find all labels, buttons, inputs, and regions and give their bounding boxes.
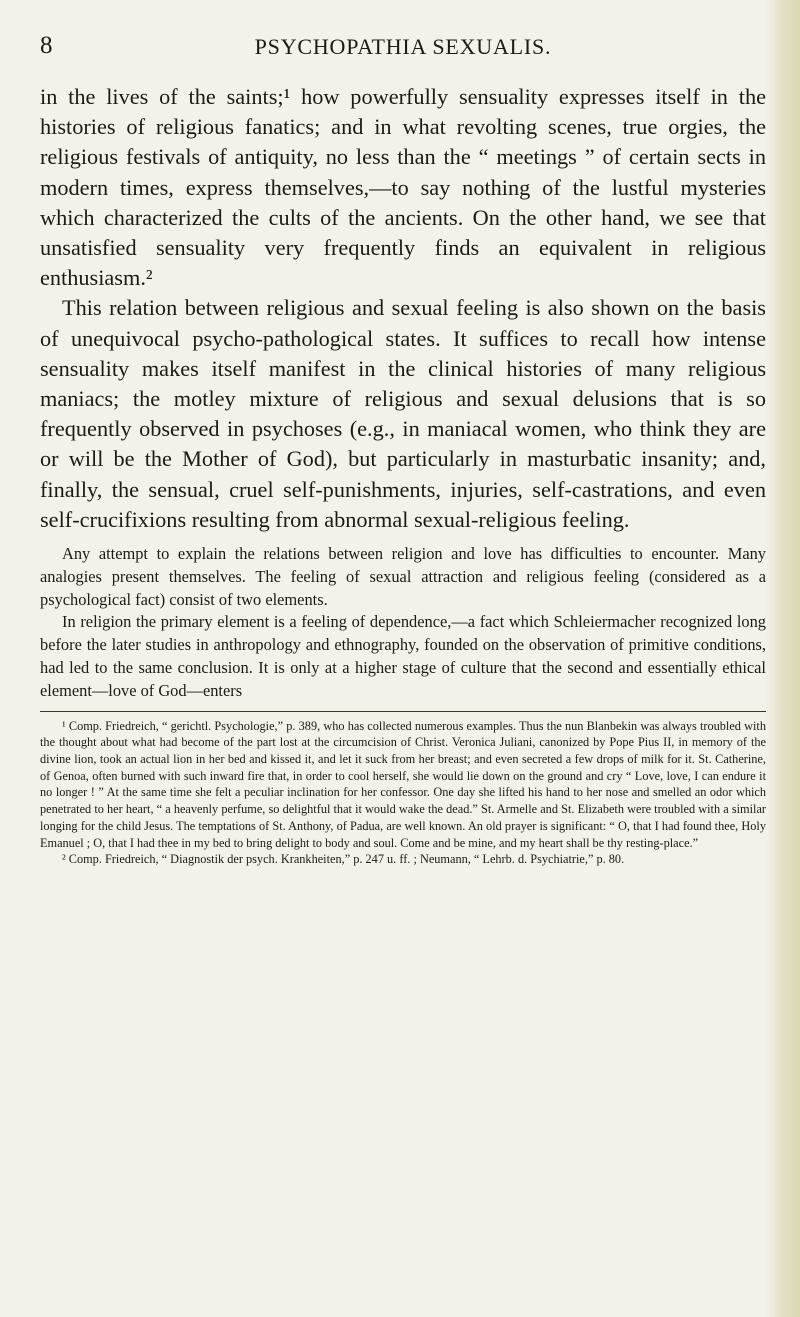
main-text-block (40, 82, 766, 535)
page-edge-shading (766, 0, 800, 1317)
running-header (40, 26, 766, 60)
main-paragraph: in the lives of the saints;¹ how powerfully sensuality expresses itself in the histories of religious fanatics; and in what revolting scenes, true orgies, the religious festivals of antiquity, no less than the “ meetings ” of certain sects in modern times, express themselves,—to say nothing of the lustful mysteries which characterized the cults of the ancients. On the other hand, we see that unsatisfied sensuality very frequently finds an equivalent in religious enthusiasm.² (40, 84, 766, 291)
footnotes-block (40, 718, 766, 868)
footnote: ² Comp. Friedreich, “ Diagnostik der psych. Krankheiten,” p. 247 u. ff. ; Neumann, “ Lehrb. d. Psychiatrie,” p. 80. (62, 852, 625, 867)
running-title: PSYCHOPATHIA SEXUALIS. (254, 34, 552, 59)
page-number: 8 (40, 32, 53, 59)
book-page (40, 26, 766, 868)
footnote: ¹ Comp. Friedreich, “ gerichtl. Psychologie,” p. 389, who has collected numerous examples. Thus the nun Blanbekin was always troubled with the thought about what had become of the part lost at the circumcision of Christ. Veronica Juliani, canonized by Pope Pius II, in memory of the divine lion, took an actual lion in her bed and kissed it, and let it suck from her breast; and even secreted a few drops of milk for it. St. Catherine, of Genoa, often burned with such inward fire that, in order to cool herself, she would lie down on the ground and cry “ Love, love, I can endure it no longer ! ” At the same time she felt a peculiar inclination for her confessor. One day she lifted his hand to her nose and smelled an odor which penetrated to her heart, “ a heavenly perfume, so delightful that it would wake the dead.” St. Armelle and St. Elizabeth were troubled with a similar longing for the child Jesus. The temptations of St. Anthony, of Padua, are well known. An old prayer is significant: “ O, that I had found thee, Holy Emanuel ; O, that I had thee in my bed to bring delight to body and soul. Come and be mine, and my heart shall be thy resting-place.” (40, 718, 766, 850)
small-paragraph: Any attempt to explain the relations between religion and love has difficulties to encounter. Many analogies present themselves. The feeling of sexual attraction and religious feeling (considered as a psychological fact) consist of two elements. (40, 544, 766, 609)
main-paragraph: This relation between religious and sexual feeling is also shown on the basis of unequivocal psycho-pathological states. It suffices to recall how intense sensuality makes itself manifest in the clinical histories of many religious maniacs; the motley mixture of religious and sexual delusions that is so frequently observed in psychoses (e.g., in maniacal women, who think they are or will be the Mother of God), but particularly in masturbatic insanity; and, finally, the sensual, cruel self-punishments, injuries, self-castrations, and even self-crucifixions resulting from abnormal sexual-religious feeling. (40, 295, 766, 532)
small-text-block (40, 543, 766, 703)
small-paragraph: In religion the primary element is a feeling of dependence,—a fact which Schleiermacher recognized long before the later studies in anthropology and ethnography, founded on the observation of primitive conditions, had led to the same conclusion. It is only at a higher stage of culture that the second and essentially ethical element—love of God—enters (40, 612, 766, 700)
footnote-rule (40, 711, 766, 712)
